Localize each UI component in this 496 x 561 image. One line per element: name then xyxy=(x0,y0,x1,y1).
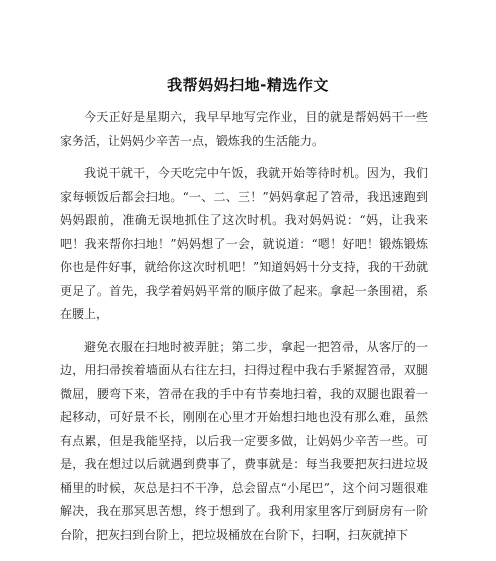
paragraph-1: 今天正好是星期六，我早早地写完作业，目的就是帮妈妈干一些家务活，让妈妈少辛苦一点，锻炼我的生活能力。 xyxy=(60,110,428,148)
paragraph-2: 我说干就干，今天吃完中午饭，我就开始等待时机。因为，我们家每顿饭后都会扫地。“一、二、三！”妈妈拿起了笤帚，我迅速跑到妈妈跟前，准确无误地抓住了这次时机。我对妈妈说：“妈，让我来吧！我来帮你扫地！”妈妈想了一会，就说道：“嗯！好吧！锻炼锻炼你也是件好事，就给你这次时机吧！”知道妈妈十分支持，我的干劲就更足了。首先，我学着妈妈平常的顺序做了起来。拿起一条围裙，系在腰上， xyxy=(60,166,428,321)
paragraph-3: 避免衣服在扫地时被弄脏；第二步，拿起一把笤帚，从客厅的一边，用扫帚挨着墙面从右往左扫，扫得过程中我右手紧握笤帚，双腿微屈，腰弯下来，笤帚在我的手中有节奏地扫着，我的双腿也跟着一起移动，可好景不长，刚刚在心里才开始想扫地也没有那么难，虽然有点累，但是我能坚持，以后我一定要多做，让妈妈少辛苦一些。可是，我在想过以后就遇到费事了，费事就是：每当我要把灰扫进垃圾桶里的时候，灰总是扫不干净，总会留点“小尾巴”，这个问习题很难解决，我在那冥思苦想，终于想到了。我利用家里客厅到厨房有一阶台阶，把灰扫到台阶上，把垃圾桶放在台阶下，扫啊，扫灰就掉下 xyxy=(60,339,428,542)
document-body xyxy=(60,106,428,556)
document-title: 我帮妈妈扫地-精选作文 xyxy=(167,76,329,94)
